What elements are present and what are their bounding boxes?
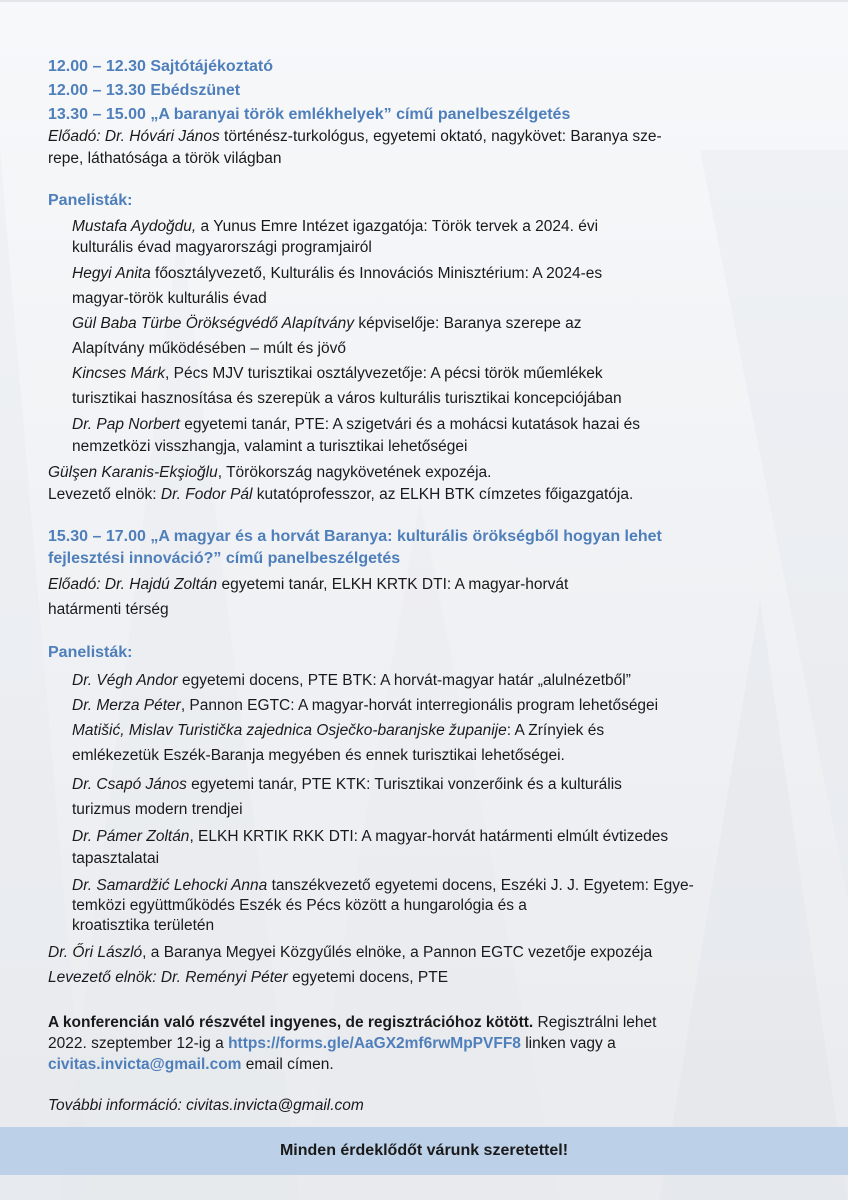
- session1-panelists-heading: Panelisták:: [48, 192, 133, 209]
- welcome-banner: [0, 1127, 848, 1175]
- registration-email-link[interactable]: civitas.invicta@gmail.com: [48, 1056, 242, 1073]
- schedule-item-lunch: 12.00 – 13.30 Ebédszünet: [48, 82, 241, 99]
- session1-expose: Gülşen Karanis-Ekşioğlu, Törökország nagykövetének expozéja.: [48, 464, 492, 481]
- program-document: [48, 56, 838, 1117]
- panelist-item: Dr. Samardžić Lehocki Anna tanszékvezető egyetemi docens, Eszéki J. J. Egyetem: Egye- temközi együttműködés Eszék és Pécs között a hungarológia és a kroatisztika területén: [72, 877, 694, 934]
- top-border: [0, 0, 848, 2]
- registration-form-link[interactable]: https://forms.gle/AaGX2mf6rwMpPVFF8: [228, 1035, 521, 1052]
- schedule-item-press: 12.00 – 12.30 Sajtótájékoztató: [48, 58, 274, 75]
- panelist-item: Kincses Márk, Pécs MJV turisztikai osztályvezetője: A pécsi török műemlékek turisztikai hasznosítása és szerepük a város kulturális turisztikai koncepciójában: [72, 365, 622, 407]
- registration-info: A konferencián való részvétel ingyenes, de regisztrációhoz kötött. Regisztrálni lehet 2022. szeptember 12-ig a https://forms.gle/AaGX2mf6rwMpPVFF8 linken vagy a civitas.invicta@gmail.com email címen.: [48, 1014, 657, 1073]
- panelist-item: Dr. Pap Norbert egyetemi tanár, PTE: A szigetvári és a mohácsi kutatások hazai és nemzetközi visszhangja, valamint a turisztikai lehetőségei: [72, 416, 641, 455]
- session2-expose: Dr. Őri László, a Baranya Megyei Közgyűlés elnöke, a Pannon EGTC vezetője expozéja: [48, 944, 653, 961]
- session1-chair: Levezető elnök: Dr. Fodor Pál kutatóprofesszor, az ELKH BTK címzetes főigazgatója.: [48, 486, 634, 503]
- session2-heading: 15.30 – 17.00 „A magyar és a horvát Baranya: kulturális örökségből hogyan lehet fejlesztési innováció?” című panelbeszélgetés: [48, 528, 662, 567]
- panelist-item: Gül Baba Türbe Örökségvédő Alapítvány képviselője: Baranya szerepe az Alapítvány működésében – múlt és jövő: [72, 315, 582, 357]
- session2-speaker: Előadó: Dr. Hajdú Zoltán egyetemi tanár, ELKH KRTK DTI: A magyar-horvát határmenti térség: [48, 576, 569, 618]
- welcome-banner-text: Minden érdeklődőt várunk szeretettel!: [279, 1142, 569, 1159]
- panelist-item: Matišić, Mislav Turistička zajednica Osječko-baranjske županije: A Zrínyiek és emlékezetük Eszék-Baranja megyében és ennek turisztikai lehetőségei.: [72, 722, 605, 764]
- panelist-item: Hegyi Anita főosztályvezető, Kulturális és Innovációs Minisztérium: A 2024-es magyar-török kulturális évad: [72, 265, 603, 307]
- more-info: További információ: civitas.invicta@gmail.com: [48, 1097, 364, 1114]
- panelist-item: Dr. Pámer Zoltán, ELKH KRTIK RKK DTI: A magyar-horvát határmenti elmúlt évtizedes tapasztalatai: [72, 828, 669, 867]
- session1-panelist-list: [48, 216, 838, 458]
- schedule-item-panel1: 13.30 – 15.00 „A baranyai török emlékhelyek” című panelbeszélgetés: [48, 106, 571, 123]
- panelist-item: Mustafa Aydoğdu, a Yunus Emre Intézet igazgatója: Török tervek a 2024. évi kulturális évad magyarországi programjairól: [72, 218, 599, 256]
- panelist-item: Dr. Merza Péter, Pannon EGTC: A magyar-horvát interregionális program lehetőségei: [72, 697, 659, 714]
- session2-chair: Levezető elnök: Dr. Reményi Péter egyetemi docens, PTE: [48, 969, 449, 986]
- panelist-item: Dr. Végh Andor egyetemi docens, PTE BTK: A horvát-magyar határ „alulnézetből”: [72, 672, 631, 689]
- session2-panelist-list: [48, 668, 838, 936]
- session1-speaker: Előadó: Dr. Hóvári János történész-turkológus, egyetemi oktató, nagykövet: Baranya sze- repe, láthatósága a török világban: [48, 128, 662, 167]
- session2-panelists-heading: Panelisták:: [48, 644, 133, 661]
- panelist-item: Dr. Csapó János egyetemi tanár, PTE KTK: Turisztikai vonzerőink és a kulturális turizmus modern trendjei: [72, 776, 622, 818]
